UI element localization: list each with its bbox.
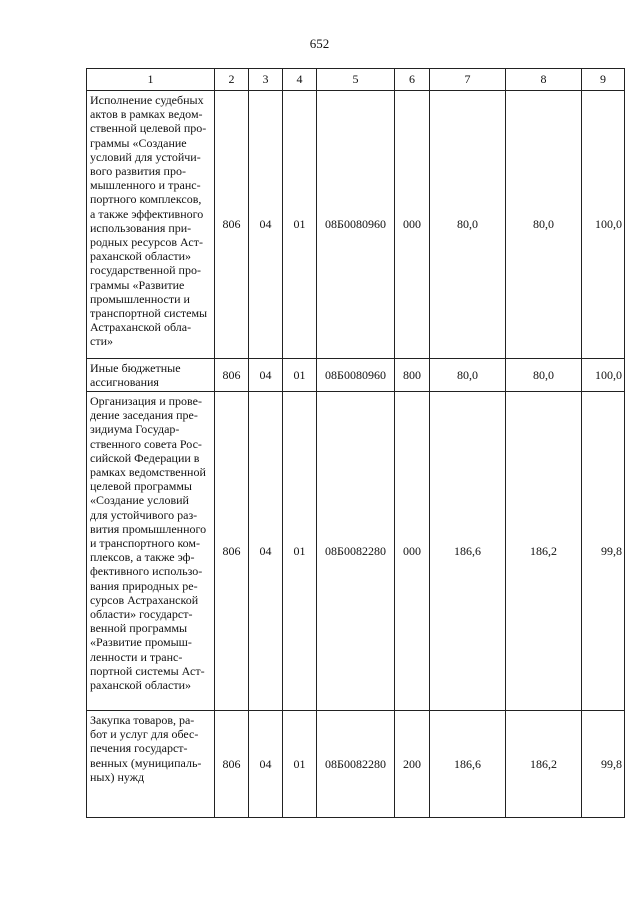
cell-percent: 99,8: [582, 711, 625, 818]
cell-planned-amount: 186,6: [430, 711, 506, 818]
table-row: [87, 91, 625, 359]
column-header: 7: [430, 69, 506, 91]
row-description: Организация и прове- дение заседания пре- зидиума Государ- ственного совета Рос- сийской Федерации в рамках ведомственной целевой программы «Создание условий для устойчивого раз- вития промышленного и транспортного ком- плексов, а также эф- фективного использо- вания природных ре- сурсов Астраханской области» государст- венной программы «Развитие промыш- ленности и транс- портной системы Аст- раханской области»: [87, 392, 215, 711]
cell-percent: 99,8: [582, 392, 625, 711]
cell-actual-amount: 80,0: [506, 91, 582, 359]
cell-ministry-code: 806: [215, 91, 249, 359]
column-header: 5: [317, 69, 395, 91]
page-number: 652: [309, 36, 330, 51]
table-row: [87, 392, 625, 711]
row-description: Закупка товаров, ра- бот и услуг для обес- печения государст- венных (муниципаль- ных) нужд: [87, 711, 215, 818]
cell-actual-amount: 80,0: [506, 359, 582, 392]
table-row: [87, 711, 625, 818]
row-description: Иные бюджетные ассигнования: [87, 359, 215, 392]
cell-ministry-code: 806: [215, 711, 249, 818]
column-header: 2: [215, 69, 249, 91]
column-header: 4: [283, 69, 317, 91]
cell-planned-amount: 80,0: [430, 91, 506, 359]
cell-section: 04: [249, 711, 283, 818]
column-header: 1: [87, 69, 215, 91]
budget-table: [86, 68, 625, 818]
cell-expense-type: 000: [395, 91, 430, 359]
cell-target-article: 08Б0080960: [317, 91, 395, 359]
cell-section: 04: [249, 392, 283, 711]
column-header: 6: [395, 69, 430, 91]
cell-actual-amount: 186,2: [506, 392, 582, 711]
cell-ministry-code: 806: [215, 359, 249, 392]
cell-actual-amount: 186,2: [506, 711, 582, 818]
cell-subsection: 01: [283, 711, 317, 818]
column-header: 9: [582, 69, 625, 91]
cell-expense-type: 000: [395, 392, 430, 711]
cell-percent: 100,0: [582, 359, 625, 392]
cell-planned-amount: 80,0: [430, 359, 506, 392]
cell-subsection: 01: [283, 359, 317, 392]
row-description: Исполнение судебных актов в рамках ведом- ственной целевой про- граммы «Создание условий для устойчи- вого развития про- мышленного и транс- портного комплексов, а также эффективного использования при- родных ресурсов Аст- раханской области» государственной про- граммы «Развитие промышленности и транспортной системы Астраханской обла- сти»: [87, 91, 215, 359]
cell-ministry-code: 806: [215, 392, 249, 711]
cell-target-article: 08Б0080960: [317, 359, 395, 392]
column-header: 3: [249, 69, 283, 91]
cell-expense-type: 800: [395, 359, 430, 392]
cell-subsection: 01: [283, 91, 317, 359]
cell-target-article: 08Б0082280: [317, 392, 395, 711]
column-header: 8: [506, 69, 582, 91]
cell-planned-amount: 186,6: [430, 392, 506, 711]
cell-percent: 100,0: [582, 91, 625, 359]
cell-expense-type: 200: [395, 711, 430, 818]
cell-section: 04: [249, 91, 283, 359]
table-row: [87, 359, 625, 392]
cell-target-article: 08Б0082280: [317, 711, 395, 818]
cell-section: 04: [249, 359, 283, 392]
header-row: [87, 69, 625, 91]
cell-subsection: 01: [283, 392, 317, 711]
